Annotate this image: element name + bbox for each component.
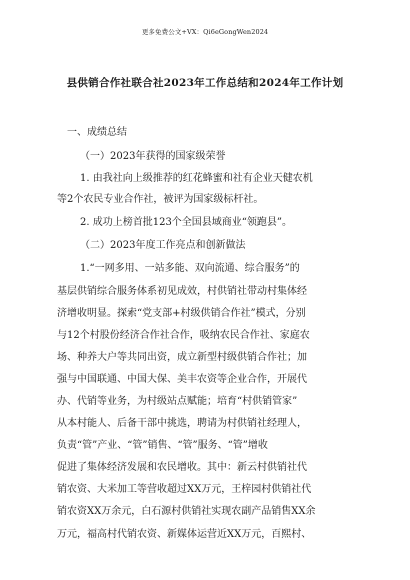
paragraph-line: 济增收明显。探索“党支部+村级供销合作社”模式，分别 <box>57 308 306 319</box>
paragraph-line: 强与中国联通、中国大保、美丰农资等企业合作，开展代 <box>57 374 307 385</box>
paragraph-line: 促进了集体经济发展和农民增收。其中：新云村供销社代 <box>57 462 307 473</box>
list-item-line: 1. 由我社向上级推荐的红花蜂蜜和社有企业天健农机 <box>80 173 313 184</box>
subsection-heading: （一）2023年获得的国家级荣誉 <box>80 151 226 162</box>
header-note: 更多免费公文+VX：Qi6eGongWen2024 <box>141 28 269 36</box>
list-item-line: 2. 成功上榜首批123个全国县域商业“领跑县”。 <box>80 217 293 228</box>
paragraph-line: 万元，福高村代销农资、新媒体运营近XX万元，百熙村、 <box>57 529 312 540</box>
paragraph-line: 办、代销等业务，为村级站点赋能；培育“村供销管家” <box>57 396 298 407</box>
paragraph-line: 销农资XX万余元，白石源村供销社实现农副产品销售XX余 <box>57 506 316 517</box>
paragraph-line: 负责“管”产业、“管”销售、“管”服务、“管”增收 <box>57 440 268 451</box>
subsection-heading: （二）2023年度工作亮点和创新做法 <box>80 240 246 251</box>
list-item-line: 等2个农民专业合作社，被评为国家级标杆社。 <box>57 194 264 205</box>
section-heading: 一、成绩总结 <box>67 127 127 138</box>
paragraph-line: 从本村能人、后备干部中挑选，聘请为村供销社经理人， <box>57 418 307 429</box>
paragraph-line: 基层供销综合服务体系初见成效，村供销社带动村集体经 <box>57 286 307 297</box>
paragraph-line: 场、种养大户等共同出资，成立新型村级供销合作社；加 <box>57 352 307 363</box>
paragraph-line: 与12个村股份经济合作社合作，吸纳农民合作社、家庭农 <box>57 330 310 341</box>
document-title: 县供销合作社联合社2023年工作总结和2024年工作计划 <box>66 77 344 89</box>
paragraph-line: 1.“一网多用、一站多能、双向流通、综合服务”的 <box>80 263 300 274</box>
paragraph-line: 销农资、大米加工等营收超过XX万元，王梓园村供销社代 <box>57 484 312 495</box>
